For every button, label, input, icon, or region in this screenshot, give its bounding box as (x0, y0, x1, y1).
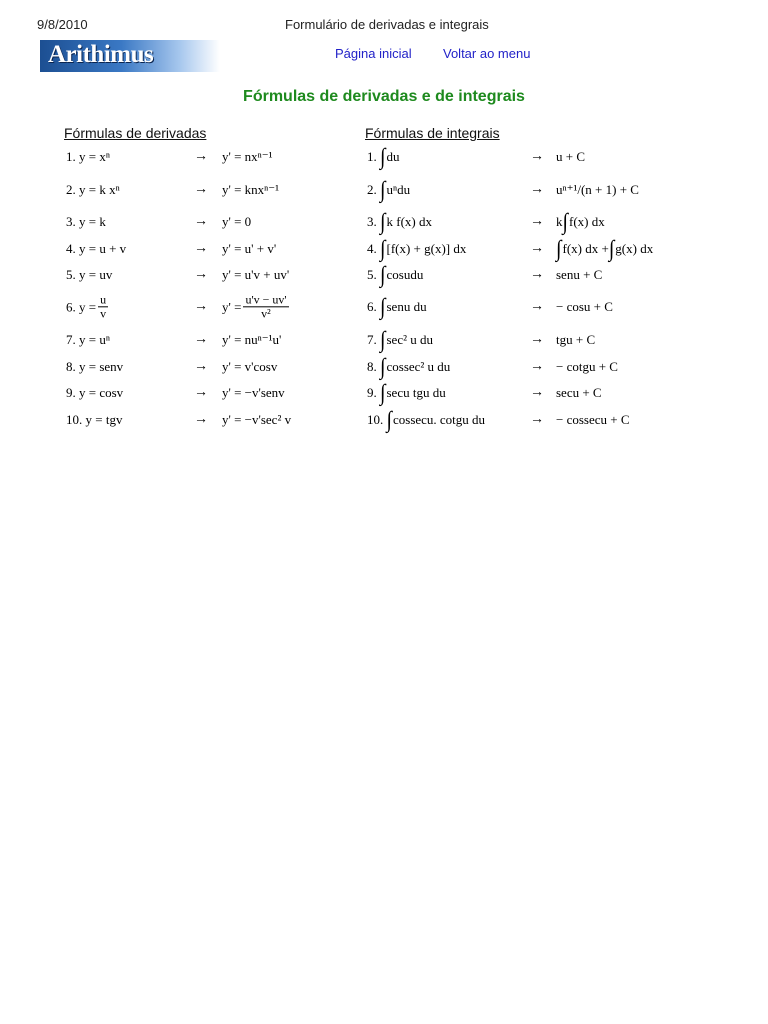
arrow: → (194, 267, 208, 282)
derivative-label: 4. y = u + v (66, 241, 127, 256)
integral-result: − cosu + C (556, 299, 613, 314)
arrow: → (530, 267, 544, 282)
back-to-menu-link[interactable]: Voltar ao menu (443, 46, 531, 61)
arrow: → (530, 332, 544, 347)
integral-result: uⁿ⁺¹/(n + 1) + C (556, 182, 639, 197)
derivative-result: y' = knxⁿ⁻¹ (222, 182, 280, 197)
integral-result: u + C (556, 149, 586, 164)
logo-text: Arithimus (48, 41, 154, 68)
derivative-result: y' = v'cosv (222, 359, 278, 374)
arrow: → (530, 412, 544, 427)
integral-result: senu + C (556, 267, 603, 282)
derivative-result: y' = u'v + uv' (222, 267, 290, 282)
integral-label: 5. ∫ cosudu (367, 262, 424, 288)
derivative-result: y' = nxⁿ⁻¹ (222, 149, 273, 164)
derivative-result: y' = nuⁿ⁻¹u' (222, 332, 282, 347)
derivative-label: 5. y = uv (66, 267, 113, 282)
arrow: → (194, 149, 208, 164)
derivative-label: 10. y = tgv (66, 412, 123, 427)
integral-label: 2. ∫ uⁿdu (367, 177, 411, 203)
integral-result: secu + C (556, 385, 602, 400)
page-title: Fórmulas de derivadas e de integrais (243, 88, 525, 105)
print-date: 9/8/2010 (37, 17, 88, 32)
arrow: → (194, 332, 208, 347)
derivative-label: 8. y = senv (66, 359, 124, 374)
derivative-result: y' = u'v − uv' v² (222, 292, 287, 321)
arrow: → (530, 299, 544, 314)
arrow: → (194, 359, 208, 374)
home-link[interactable]: Página inicial (335, 46, 412, 61)
arrow: → (194, 299, 208, 314)
derivative-result: y' = −v'senv (222, 385, 285, 400)
print-page-title: Formulário de derivadas e integrais (285, 17, 489, 32)
integral-result: k ∫ f(x) dx (556, 209, 605, 235)
arrow: → (194, 241, 208, 256)
derivative-label: 9. y = cosv (66, 385, 124, 400)
integral-label: 6. ∫ senu du (367, 294, 427, 320)
fraction: u v (100, 292, 107, 321)
integral-label: 8. ∫ cossec² u du (367, 354, 451, 380)
integral-label: 7. ∫ sec² u du (367, 327, 433, 353)
integral-result: ∫ f(x) dx + ∫ g(x) dx (556, 236, 654, 262)
integral-label: 1. ∫ du (367, 144, 400, 170)
integral-label: 9. ∫ secu tgu du (367, 380, 446, 406)
arrow: → (194, 182, 208, 197)
derivative-result: y' = u' + v' (222, 241, 277, 256)
derivative-label: 1. y = xⁿ (66, 149, 110, 164)
fraction: u'v − uv' v² (245, 292, 287, 321)
derivative-label: 2. y = k xⁿ (66, 182, 120, 197)
derivative-result: y' = −v'sec² v (222, 412, 292, 427)
arrow: → (194, 385, 208, 400)
integral-label: 10. ∫ cossecu. cotgu du (367, 407, 486, 433)
arrow: → (194, 214, 208, 229)
integral-result: − cotgu + C (556, 359, 618, 374)
derivative-label: 6. y = u v (66, 292, 107, 321)
integral-label: 3. ∫ k f(x) dx (367, 209, 432, 235)
integral-label: 4. ∫ [f(x) + g(x)] dx (367, 236, 467, 262)
arrow: → (530, 359, 544, 374)
integral-result: − cossecu + C (556, 412, 630, 427)
arrow: → (530, 214, 544, 229)
derivatives-heading: Fórmulas de derivadas (64, 125, 207, 141)
arrow: → (530, 241, 544, 256)
derivative-label: 7. y = uⁿ (66, 332, 110, 347)
derivative-result: y' = 0 (222, 214, 252, 229)
arrow: → (530, 149, 544, 164)
integral-result: tgu + C (556, 332, 596, 347)
arrow: → (194, 412, 208, 427)
integrals-heading: Fórmulas de integrais (365, 125, 500, 141)
arrow: → (530, 182, 544, 197)
derivative-label: 3. y = k (66, 214, 106, 229)
arithimus-logo[interactable] (40, 40, 220, 72)
arrow: → (530, 385, 544, 400)
